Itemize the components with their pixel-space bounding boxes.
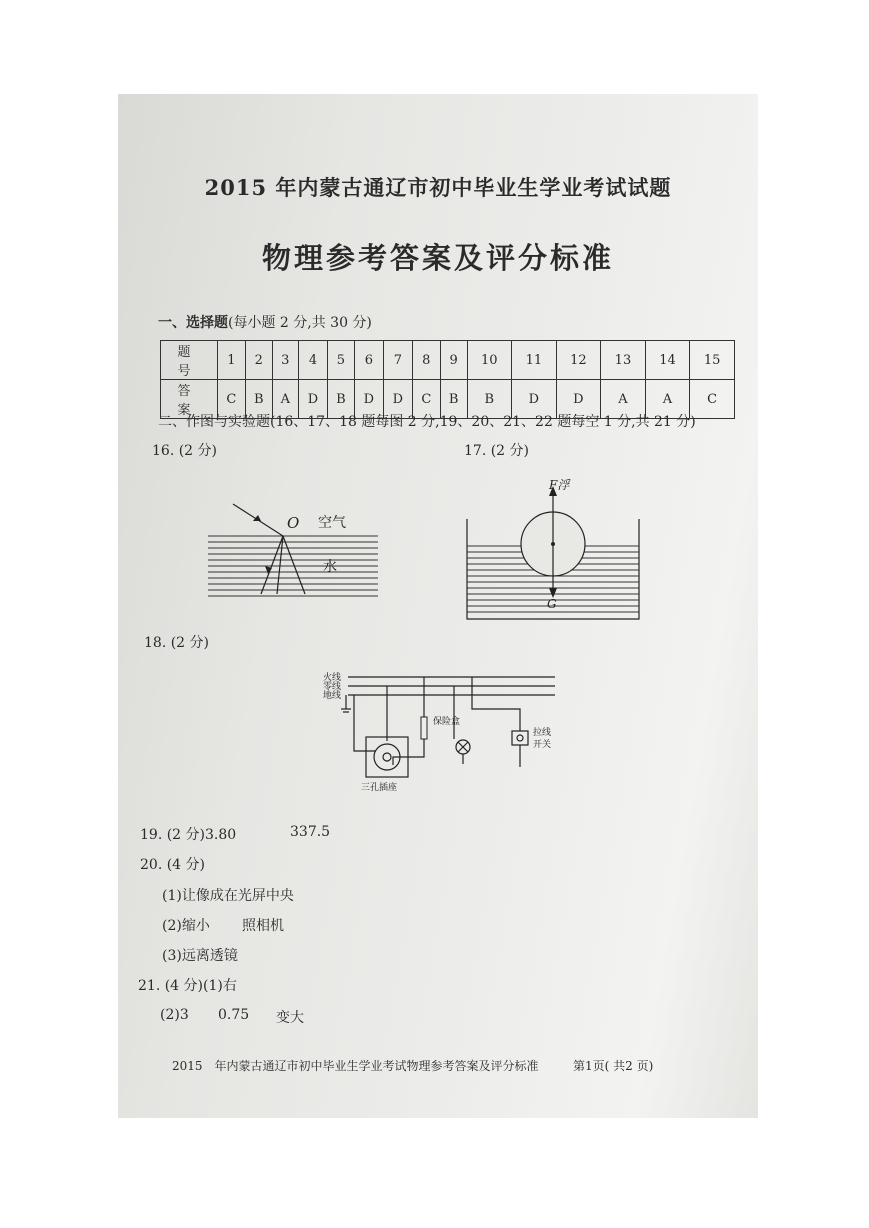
question-number-cell: 12 — [556, 341, 601, 380]
q18-circuit-diagram — [323, 669, 563, 794]
reflected-ray — [283, 536, 305, 594]
section-2-note: (16、17、18 题每图 2 分,19、20、21、22 题每空 1 分,共 21 分) — [270, 414, 696, 430]
answer-cell: D — [354, 380, 383, 419]
question-number-cell: 8 — [412, 341, 440, 380]
pull-switch — [512, 731, 528, 745]
answer-cell: D — [383, 380, 412, 419]
q16-label: 16. (2 分) — [152, 443, 217, 459]
q19-answer-2: 337.5 — [290, 824, 331, 840]
point-o-label: O — [287, 514, 300, 532]
answer-cell: B — [245, 380, 272, 419]
fuse-label: 保险盒 — [433, 717, 461, 727]
q21-answer-2b: 0.75 — [218, 1007, 250, 1023]
switch-label-1: 拉线 — [533, 728, 552, 738]
gravity-label: G — [547, 597, 557, 611]
answer-cell: C — [218, 380, 246, 419]
question-number-cell: 11 — [512, 341, 557, 380]
answer-cell: C — [412, 380, 440, 419]
fuse-box — [421, 717, 427, 739]
scanned-page — [118, 94, 758, 1118]
air-label: 空气 — [318, 515, 346, 531]
section-2-heading — [158, 411, 696, 431]
section-1-heading — [158, 312, 372, 332]
q20-answer-2b: 照相机 — [242, 918, 284, 934]
q20-answer-2a: (2)缩小 — [162, 918, 210, 934]
answer-cell: B — [440, 380, 467, 419]
switch-label-2: 开关 — [533, 740, 552, 750]
question-number-cell: 14 — [645, 341, 690, 380]
question-number-cell: 9 — [440, 341, 467, 380]
footer-page: 第1页( 共2 页) — [573, 1059, 654, 1073]
section-2-title: 二、作图与实验题 — [158, 414, 270, 430]
question-number-cell: 5 — [328, 341, 355, 380]
answer-row-label: 答 案 — [161, 380, 218, 419]
footer-text: 2015 年内蒙古通辽市初中毕业生学业考试物理参考答案及评分标准 — [172, 1059, 539, 1073]
exam-title: 2015 年内蒙古通辽市初中毕业生学业考试试题 — [204, 175, 672, 200]
q20-label: 20. (4 分) — [140, 857, 205, 873]
q20-answer-3: (3)远离透镜 — [162, 948, 238, 964]
q16-refraction-diagram — [203, 494, 383, 604]
answer-cell: A — [601, 380, 646, 419]
q18-label: 18. (2 分) — [144, 635, 209, 651]
answer-cell: B — [328, 380, 355, 419]
q17-buoyancy-diagram — [463, 474, 643, 624]
number-row-label: 题 号 — [161, 341, 218, 380]
answer-table — [160, 340, 735, 419]
question-number-cell: 3 — [272, 341, 298, 380]
answer-cell: D — [556, 380, 601, 419]
question-number-cell: 6 — [354, 341, 383, 380]
answer-table-number-row — [161, 341, 735, 380]
section-1-note: (每小题 2 分,共 30 分) — [228, 315, 372, 331]
question-number-cell: 4 — [299, 341, 328, 380]
question-number-cell: 1 — [218, 341, 246, 380]
question-number-cell: 13 — [601, 341, 646, 380]
answer-cell: B — [467, 380, 512, 419]
neutral-label: 零线 — [323, 682, 342, 692]
socket-label: 三孔插座 — [361, 783, 398, 793]
buoyancy-label: F浮 — [549, 478, 570, 492]
answer-cell: D — [512, 380, 557, 419]
water-label: 水 — [323, 559, 337, 575]
question-number-cell: 15 — [690, 341, 735, 380]
q21-answer-2c: 变大 — [276, 1010, 304, 1026]
q21-answer-2a: (2)3 — [160, 1007, 189, 1023]
question-number-cell: 10 — [467, 341, 512, 380]
answer-cell: A — [272, 380, 298, 419]
q21-label: 21. (4 分)(1)右 — [138, 978, 237, 994]
q17-label: 17. (2 分) — [464, 443, 529, 459]
water-lines — [208, 536, 378, 596]
q19-label: 19. (2 分)3.80 — [140, 827, 237, 843]
q20-answer-1: (1)让像成在光屏中央 — [162, 888, 294, 904]
earth-label: 地线 — [323, 691, 342, 701]
document-title: 物理参考答案及评分标准 — [261, 241, 614, 275]
answer-cell: A — [645, 380, 690, 419]
answer-cell: C — [690, 380, 735, 419]
question-number-cell: 2 — [245, 341, 272, 380]
answer-cell: D — [299, 380, 328, 419]
question-number-cell: 7 — [383, 341, 412, 380]
section-1-title: 一、选择题 — [158, 315, 228, 331]
live-label: 火线 — [323, 673, 342, 683]
